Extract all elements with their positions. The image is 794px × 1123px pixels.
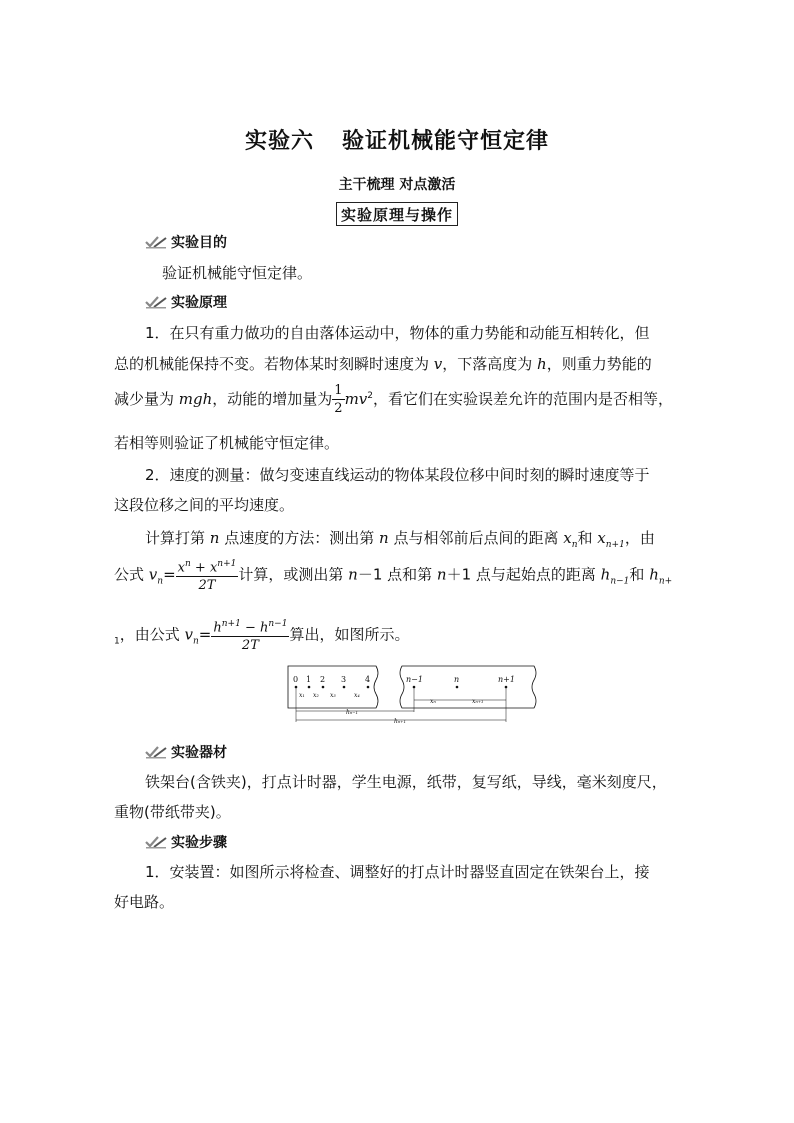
section-equipment-heading — [145, 742, 227, 762]
tape-seg-x3: x₃ — [330, 692, 336, 699]
purpose-text: 验证机械能守恒定律。 — [162, 264, 313, 282]
tape-label-n+1: n+1 — [498, 675, 515, 684]
title-experiment-name: 验证机械能守恒定律 — [342, 129, 550, 154]
checkmark-pen-icon — [145, 235, 167, 249]
principle-p3-line2: 公式 $v_n=$ $\frac{x^n + x^{n+1}}{2T}$ 计算，或测出第 n－1 点和第 n＋1 点与起始点的距离 $h_{n-1}$和 $h_{n+}$ — [114, 556, 672, 594]
principle-p1-line3: 减少量为 mgh，动能的增加量为 $\frac{1}{2}$ $mv^2$，看它们在实验误差允许的范围内是否相等， — [114, 383, 674, 416]
page-subtitle: 主干梳理 对点激活 — [338, 177, 456, 193]
checkmark-pen-icon — [145, 835, 167, 849]
checkmark-pen-icon — [145, 295, 167, 309]
principle-p1-line1: 1．在只有重力做功的自由落体运动中，物体的重力势能和动能互相转化，但 — [145, 324, 650, 342]
paper-tape-figure — [284, 664, 544, 724]
page-title — [0, 124, 794, 155]
tape-label-3: 3 — [341, 675, 347, 684]
section-heading-label: 实验目的 — [171, 235, 227, 251]
fraction-one-half: $\frac{1}{2}$ — [334, 383, 343, 416]
equipment-line1: 铁架台(含铁夹)，打点计时器，学生电源，纸带，复写纸，导线，毫米刻度尺， — [145, 773, 667, 791]
tape-label-1: 1 — [306, 675, 312, 684]
principle-p2-line1: 2．速度的测量：做匀变速直线运动的物体某段位移中间时刻的瞬时速度等于 — [145, 466, 650, 484]
tape-label-n-1: n−1 — [406, 675, 423, 684]
tape-label-4: 4 — [365, 675, 371, 684]
tape-seg-x1: x₁ — [299, 692, 305, 699]
checkmark-pen-icon — [145, 745, 167, 759]
boxed-heading-wrap — [0, 202, 794, 226]
section-principle-heading — [145, 292, 227, 312]
tape-seg-x4: x₄ — [354, 692, 360, 699]
tape-point-1 — [308, 686, 311, 689]
title-experiment-number: 实验六 — [244, 129, 314, 154]
tape-point-4 — [367, 686, 370, 689]
fraction-xn-over-2t: $\frac{x^n + x^{n+1}}{2T}$ — [176, 556, 239, 594]
section-purpose-heading — [145, 232, 227, 252]
section-heading-label: 实验原理 — [171, 295, 227, 311]
principle-p2-line2: 这段位移之间的平均速度。 — [114, 496, 295, 514]
principle-p1-line2: 总的机械能保持不变。若物体某时刻瞬时速度为 v，下落高度为 h，则重力势能的 — [114, 355, 652, 373]
tape-seg-x2: x₂ — [313, 692, 319, 699]
tape-label-0: 0 — [293, 675, 299, 684]
svg-text:xₙ₊₁: xₙ₊₁ — [472, 698, 484, 705]
tape-point-n — [456, 686, 459, 689]
fraction-hn-over-2t: $\frac{h^{n+1} - h^{n-1}}{2T}$ — [211, 616, 289, 654]
steps-line2: 好电路。 — [114, 893, 175, 911]
principle-p1-line4: 若相等则验证了机械能守恒定律。 — [114, 434, 340, 452]
tape-right — [400, 666, 536, 708]
tape-label-n: n — [454, 675, 460, 684]
principle-p3-line1: 计算打第 n 点速度的方法：测出第 n 点与相邻前后点间的距离 $x_n$和 $x_{n+1}$，由 — [145, 529, 655, 550]
svg-text:hₙ₋₁: hₙ₋₁ — [346, 709, 358, 716]
tape-label-2: 2 — [320, 675, 326, 684]
tape-point-3 — [343, 686, 346, 689]
svg-text:xₙ: xₙ — [430, 698, 436, 705]
equipment-line2: 重物(带纸带夹)。 — [114, 803, 231, 821]
principle-p3-line3: $_1$，由公式 $v_n=$ $\frac{h^{n+1} - h^{n-1}}{2T}$ 算出，如图所示。 — [114, 616, 409, 654]
svg-text:hₙ₊₁: hₙ₊₁ — [394, 718, 406, 724]
tape-left — [288, 666, 378, 708]
section-heading-label: 实验器材 — [171, 745, 227, 761]
boxed-heading: 实验原理与操作 — [336, 202, 458, 226]
tape-point-2 — [322, 686, 325, 689]
section-steps-heading — [145, 832, 227, 852]
steps-line1: 1．安装置：如图所示将检查、调整好的打点计时器竖直固定在铁架台上，接 — [145, 863, 650, 881]
section-heading-label: 实验步骤 — [171, 835, 227, 851]
